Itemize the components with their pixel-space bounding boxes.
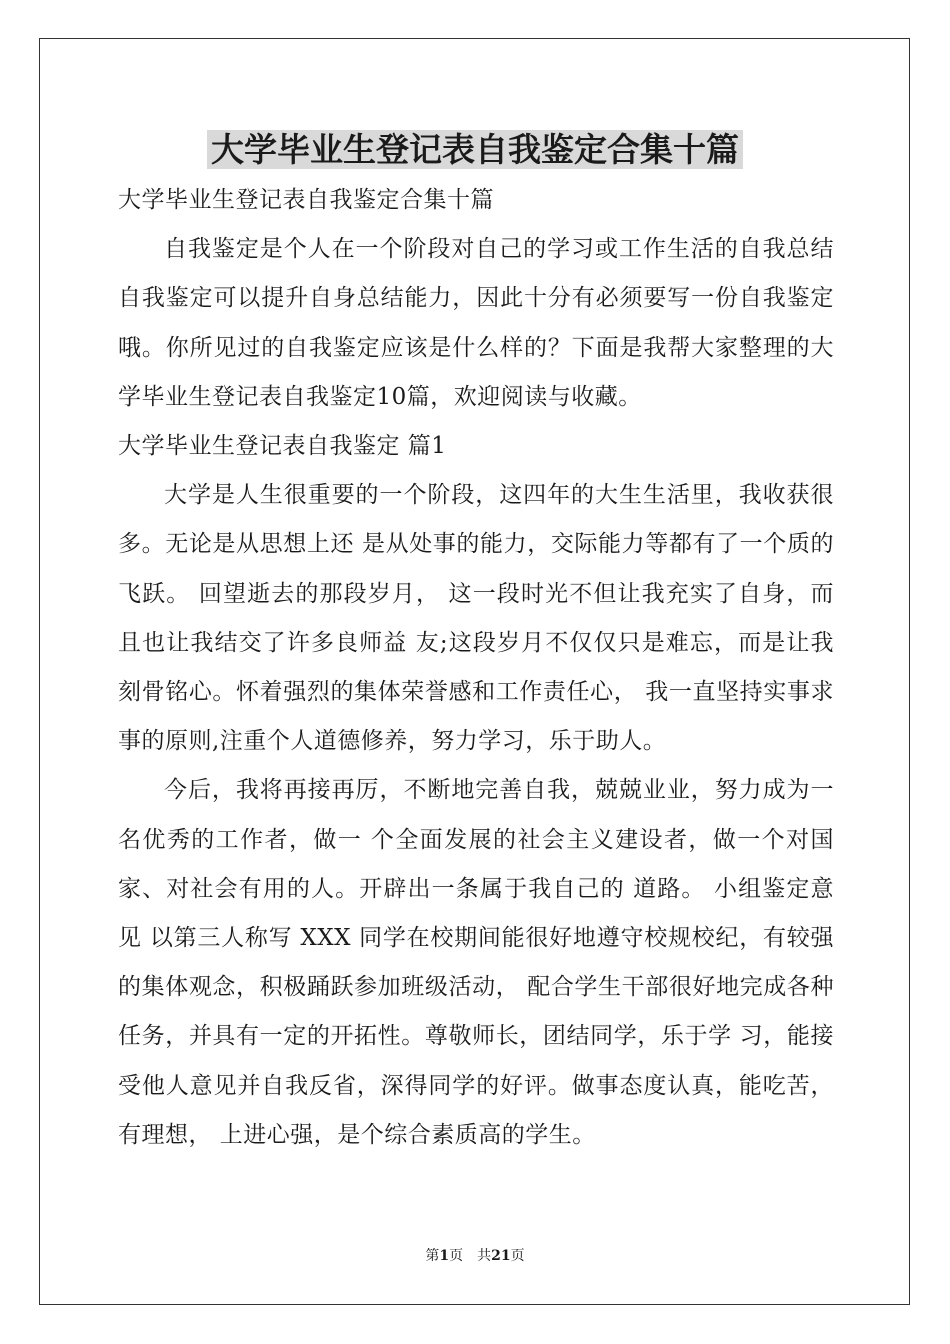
intro-paragraph: 自我鉴定是个人在一个阶段对自己的学习或工作生活的自我总结自我鉴定可以提升自身总结能力，因此十分有必须要写一份自我鉴定哦。你所见过的自我鉴定应该是什么样的？下面是我帮大家整理的大学毕业生登记表自我鉴定10篇，欢迎阅读与收藏。 — [118, 236, 834, 410]
document-body — [118, 176, 834, 1160]
document-subtitle: 大学毕业生登记表自我鉴定合集十篇 — [118, 187, 494, 213]
document-title — [0, 128, 950, 172]
footer-page-current: 1 — [439, 1248, 450, 1264]
footer-prefix: 第 — [425, 1248, 440, 1264]
section-heading: 大学毕业生登记表自我鉴定 篇1 — [118, 433, 447, 460]
footer-middle: 页 共 — [449, 1248, 492, 1264]
document-title-text: 大学毕业生登记表自我鉴定合集十篇 — [207, 130, 743, 169]
footer-suffix: 页 — [510, 1248, 525, 1264]
page-footer — [0, 1247, 950, 1265]
footer-page-total: 21 — [491, 1248, 511, 1264]
body-paragraph-2: 今后，我将再接再厉，不断地完善自我，兢兢业业，努力成为一名优秀的工作者，做一 个全面发展的社会主义建设者，做一个对国家、对社会有用的人。开辟出一条属于我自己的 道路。 小组鉴定意见 以第三人称写 XXX 同学在校期间能很好地遵守校规校纪，有较强的集体观念，积极踊跃参加班级活动， 配合学生干部很好地完成各种任务，并具有一定的开拓性。尊敬师长，团结同学，乐于学 习，能接受他人意见并自我反省，深得同学的好评。做事态度认真，能吃苦，有理想， 上进心强，是个综合素质高的学生。 — [118, 777, 834, 1148]
body-paragraph-1: 大学是人生很重要的一个阶段，这四年的大生生活里，我收获很多。无论是从思想上还 是从处事的能力，交际能力等都有了一个质的飞跃。 回望逝去的那段岁月， 这一段时光不但让我充实了自身，而且也让我结交了许多良师益 友;这段岁月不仅仅只是难忘，而是让我刻骨铭心。怀着强烈的集体荣誉感和工作责任心， 我一直坚持实事求事的原则,注重个人道德修养，努力学习，乐于助人。 — [118, 482, 834, 755]
